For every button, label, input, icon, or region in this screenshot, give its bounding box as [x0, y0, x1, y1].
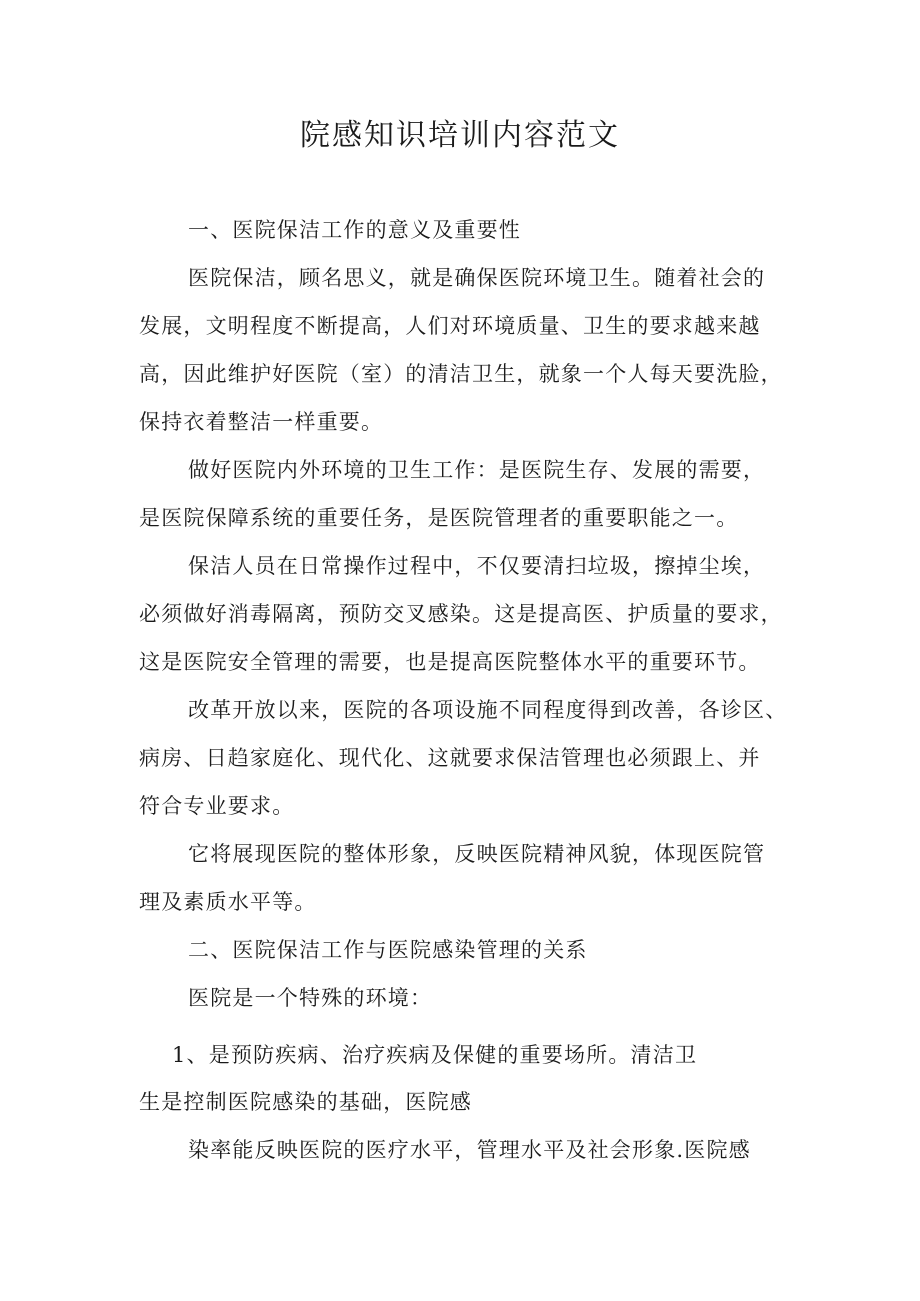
- list-item-line: 1、是预防疾病、治疗疾病及保健的重要场所。清洁卫: [172, 1043, 698, 1067]
- document-title: 院感知识培训内容范文: [300, 118, 620, 153]
- paragraph-line: 做好医院内外环境的卫生工作：是医院生存、发展的需要，: [188, 458, 766, 482]
- paragraph-line: 医院保洁，顾名思义，就是确保医院环境卫生。随着社会的: [188, 266, 766, 290]
- paragraph-line: 保洁人员在日常操作过程中，不仅要清扫垃圾，擦掉尘埃，: [188, 554, 766, 578]
- paragraph-line: 改革开放以来，医院的各项设施不同程度得到改善，各诊区、: [188, 698, 788, 722]
- paragraph-line: 病房、日趋家庭化、现代化、这就要求保洁管理也必须跟上、并: [139, 746, 761, 770]
- paragraph-line: 保持衣着整洁一样重要。: [139, 410, 384, 434]
- paragraph-line: 必须做好消毒隔离，预防交叉感染。这是提高医、护质量的要求，: [139, 602, 783, 626]
- paragraph-line: 发展，文明程度不断提高，人们对环境质量、卫生的要求越来越: [139, 314, 761, 338]
- paragraph-line: 染率能反映医院的医疗水平，管理水平及社会形象.医院感: [188, 1138, 751, 1162]
- paragraph-line: 它将展现医院的整体形象，反映医院精神风貌，体现医院管: [188, 842, 766, 866]
- paragraph-line: 理及素质水平等。: [139, 890, 317, 914]
- paragraph-line: 医院是一个特殊的环境：: [188, 986, 433, 1010]
- list-item-line: 生是控制医院感染的基础，医院感: [139, 1090, 472, 1114]
- paragraph-line: 是医院保障系统的重要任务，是医院管理者的重要职能之一。: [139, 506, 739, 530]
- section-heading-2: 二、医院保洁工作与医院感染管理的关系: [188, 938, 588, 962]
- paragraph-line: 高，因此维护好医院（室）的清洁卫生，就象一个人每天要洗脸，: [139, 362, 783, 386]
- section-heading-1: 一、医院保洁工作的意义及重要性: [188, 218, 521, 242]
- paragraph-line: 符合专业要求。: [139, 794, 295, 818]
- paragraph-line: 这是医院安全管理的需要，也是提高医院整体水平的重要环节。: [139, 650, 761, 674]
